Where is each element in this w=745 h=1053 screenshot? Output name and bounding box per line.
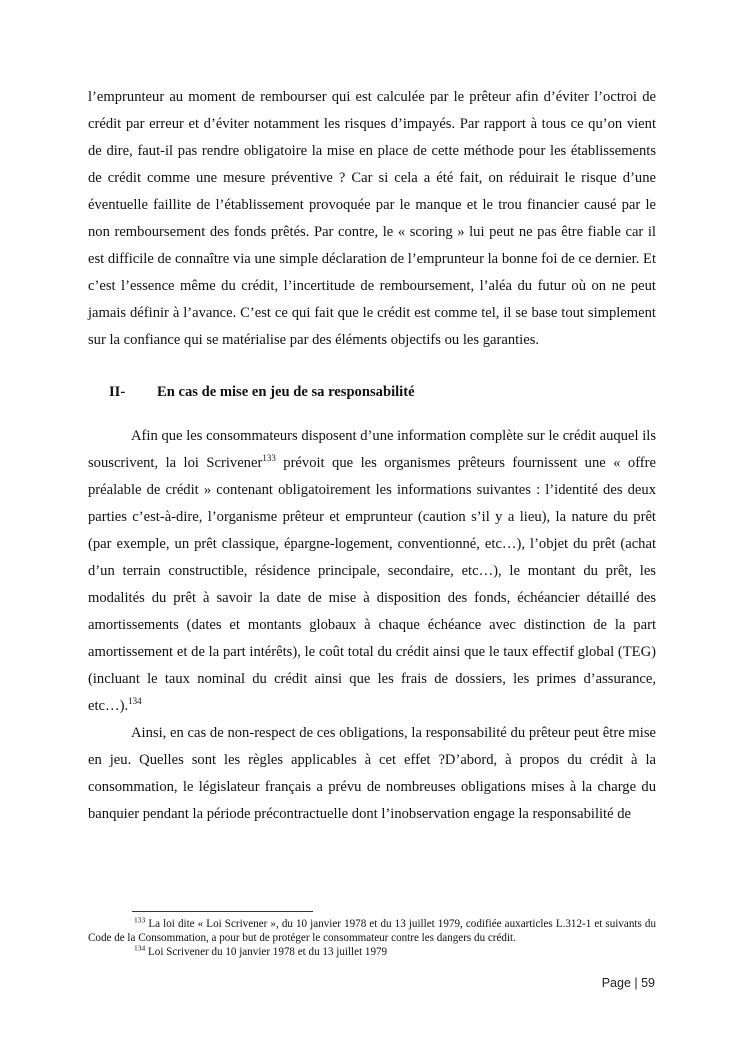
section-title: En cas de mise en jeu de sa responsabilité [157, 384, 415, 400]
page-number: Page | 59 [601, 976, 655, 990]
section-number: II- [109, 384, 126, 400]
footnote-134 [88, 945, 656, 959]
footnote-text-134: Loi Scrivener du 10 janvier 1978 et du 13 juillet 1979 [145, 946, 388, 958]
paragraph-3: Ainsi, en cas de non-respect de ces obligations, la responsabilité du prêteur peut être mise en jeu. Quelles sont les règles applicables à cet effet ?D’abord, à propos du crédit à la consommation, le législateur français a prévu de nombreuses obligations mises à la charge du banquier pendant la période précontractuelle dont l’inobservation engage la responsabilité de [88, 725, 656, 822]
paragraph-2 [88, 423, 656, 720]
section-heading [109, 384, 415, 401]
paragraph-2-part-a: Afin que les consommateurs disposent d’une information complète sur le crédit auquel ils souscrivent, la loi Scrivener [88, 428, 656, 471]
body-text-top [88, 84, 656, 354]
footnote-number-133: 133 [134, 915, 146, 925]
footnote-number-134: 134 [134, 943, 146, 953]
footnote-ref-134[interactable]: 134 [128, 696, 142, 707]
body-text-bottom [88, 423, 656, 828]
footnote-separator [132, 911, 313, 912]
footnote-ref-133[interactable]: 133 [262, 453, 276, 464]
footnotes [88, 917, 656, 959]
footnote-133 [88, 917, 656, 945]
paragraph-1: l’emprunteur au moment de rembourser qui est calculée par le prêteur afin d’éviter l’octroi de crédit par erreur et d’éviter notamment les risques d’impayés. Par rapport à tous ce qu’on vient de dire, faut-il pas rendre obligatoire la mise en place de cette méthode pour les établissements de crédit comme une mesure préventive ? Car si cela a été fait, on réduirait le risque d’une éventuelle faillite de l’établissement provoquée par le manque et le trou financier causé par le non remboursement des fonds prêtés. Par contre, le « scoring » lui peut ne pas être fiable car il est difficile de connaître via une simple déclaration de l’emprunteur la bonne foi de ce dernier. Et c’est l’essence même du crédit, l’incertitude de remboursement, l’aléa du futur où on ne peut jamais définir à l’avance. C’est ce qui fait que le crédit est comme tel, il se base tout simplement sur la confiance qui se matérialise par des éléments objectifs ou les garanties. [88, 89, 656, 348]
footnote-text-133: La loi dite « Loi Scrivener », du 10 janvier 1978 et du 13 juillet 1979, codifiée auxarticles L.312-1 et suivants du Code de la Consommation, a pour but de protéger le consommateur contre les dangers du crédit. [88, 918, 656, 944]
paragraph-2-part-b: prévoit que les organismes prêteurs fournissent une « offre préalable de crédit » contenant obligatoirement les informations suivantes : l’identité des deux parties c’est-à-dire, l’organisme prêteur et emprunteur (caution s’il y a lieu), la nature du prêt (par exemple, un prêt classique, épargne-logement, conventionné, etc…), l’objet du prêt (achat d’un terrain constructible, résidence principale, secondaire, etc…), le montant du prêt, les modalités du prêt à savoir la date de mise à disposition des fonds, échéancier détaillé des amortissements (dates et montants globaux à chaque échéance avec distinction de la part amortissement et de la part intérêts), le coût total du crédit ainsi que le taux effectif global (TEG) (incluant le taux nominal du crédit ainsi que les frais de dossiers, les primes d’assurance, etc…). [88, 455, 656, 714]
